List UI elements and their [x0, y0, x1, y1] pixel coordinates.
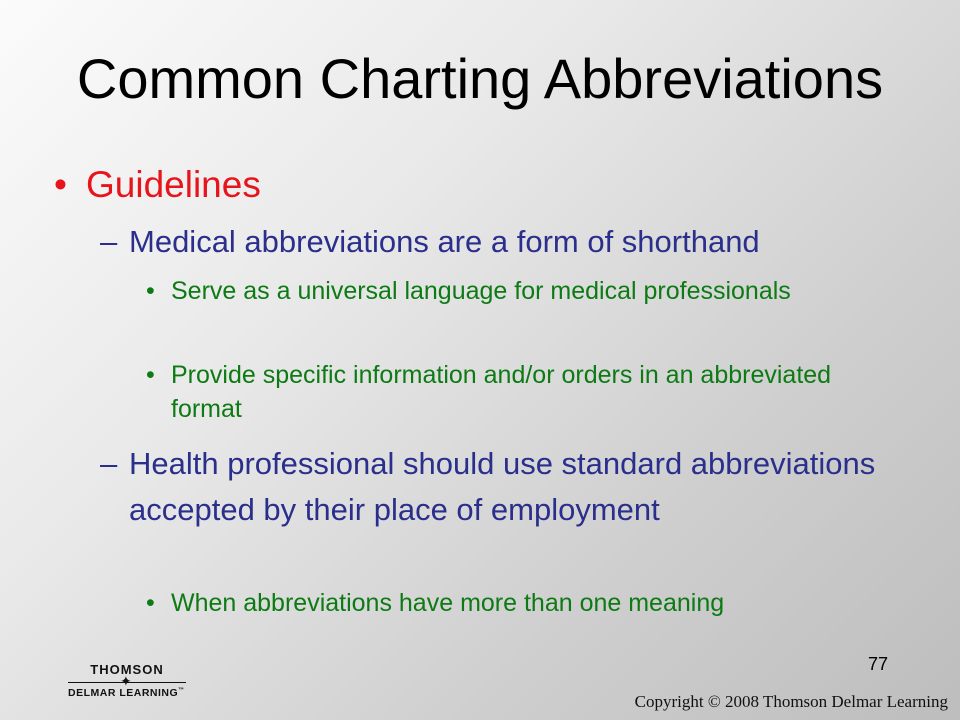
- dot-bullet: •: [146, 361, 155, 389]
- page-number: 77: [867, 654, 888, 674]
- slide-title: Common Charting Abbreviations: [76, 47, 884, 110]
- sub-item-text: When abbreviations have more than one meaning: [171, 589, 725, 617]
- logo-bottom-text: DELMAR LEARNING™: [68, 687, 185, 699]
- heading-guidelines: [54, 164, 261, 206]
- list-item-health-professional: [100, 441, 900, 533]
- logo-rule: [68, 673, 186, 689]
- dash-bullet: –: [100, 224, 118, 259]
- dash-bullet: –: [100, 446, 118, 481]
- thomson-delmar-logo: [68, 662, 218, 708]
- sub-item-text: Provide specific information and/or orders in an abbreviated format: [171, 361, 832, 423]
- dot-bullet: •: [146, 589, 155, 617]
- sub-item-universal-language: [146, 274, 866, 308]
- list-item-text: Health professional should use standard abbreviations accepted by their place of employment: [129, 446, 876, 527]
- list-item-medical-abbreviations: [100, 219, 900, 265]
- heading-text: Guidelines: [86, 164, 261, 205]
- sub-item-specific-information: [146, 358, 866, 426]
- logo-top-text: THOMSON: [90, 662, 164, 677]
- sub-item-text: Serve as a universal language for medical professionals: [171, 277, 791, 305]
- dot-bullet: •: [146, 277, 155, 305]
- star-icon: ✦: [120, 673, 132, 689]
- heading-bullet: •: [54, 164, 67, 205]
- list-item-text: Medical abbreviations are a form of shorthand: [129, 224, 760, 259]
- sub-item-more-than-one-meaning: [146, 586, 866, 620]
- copyright-notice: Copyright © 2008 Thomson Delmar Learning: [634, 692, 948, 711]
